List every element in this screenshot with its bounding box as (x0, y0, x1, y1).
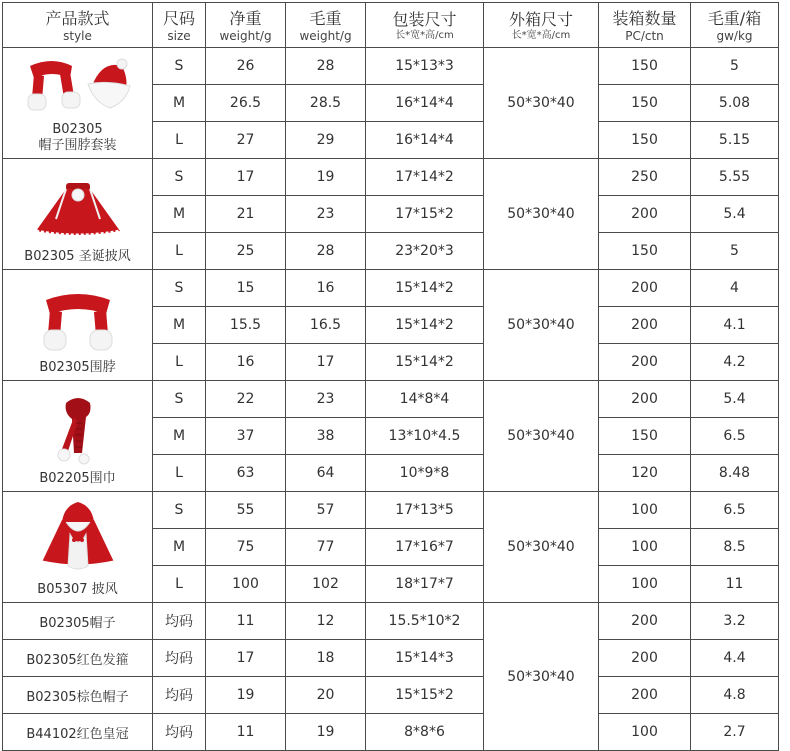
header-carton-qty (599, 3, 691, 48)
table-row (3, 677, 779, 714)
size-cell: S (153, 159, 206, 196)
net-weight-cell: 16 (206, 344, 286, 381)
carton-size-cell: 50*30*40 (484, 270, 599, 381)
gross-weight-cell: 17 (286, 344, 366, 381)
product-name: 帽子围脖套装 (38, 138, 117, 153)
header-row (3, 3, 779, 48)
pack-size-cell: 15*14*2 (366, 307, 484, 344)
net-weight-cell: 75 (206, 529, 286, 566)
pack-size-cell: 18*17*7 (366, 566, 484, 603)
header-net-zh: 净重 (229, 8, 262, 28)
net-weight-cell: 26 (206, 48, 286, 85)
product-spec-table (2, 2, 779, 751)
carton-qty-cell: 200 (599, 677, 691, 714)
christmas-cape-icon (30, 179, 126, 247)
carton-gw-cell: 11 (691, 566, 779, 603)
carton-gw-cell: 4.8 (691, 677, 779, 714)
size-cell: M (153, 85, 206, 122)
gross-weight-cell: 28.5 (286, 85, 366, 122)
header-qty-zh: 装箱数量 (612, 8, 677, 28)
header-size (153, 3, 206, 48)
header-pack-zh: 包装尺寸 (392, 9, 457, 29)
carton-gw-cell: 4.1 (691, 307, 779, 344)
carton-gw-cell: 4.2 (691, 344, 779, 381)
net-weight-cell: 22 (206, 381, 286, 418)
pack-size-cell: 16*14*4 (366, 85, 484, 122)
net-weight-cell: 15 (206, 270, 286, 307)
gross-weight-cell: 16 (286, 270, 366, 307)
carton-gw-cell: 6.5 (691, 492, 779, 529)
carton-size-cell: 50*30*40 (484, 159, 599, 270)
net-weight-cell: 100 (206, 566, 286, 603)
product-style-cell (3, 159, 153, 270)
table-row (3, 381, 779, 418)
header-carton-size (484, 3, 599, 48)
header-gross-zh: 毛重 (309, 8, 342, 28)
product-code: B05307 披风 (37, 582, 118, 597)
neck-scarf-icon (36, 290, 120, 358)
size-cell: S (153, 492, 206, 529)
product-style-cell: B02305帽子 (3, 603, 153, 640)
gross-weight-cell: 77 (286, 529, 366, 566)
carton-qty-cell: 100 (599, 492, 691, 529)
carton-qty-cell: 150 (599, 418, 691, 455)
table-row (3, 159, 779, 196)
size-cell: M (153, 529, 206, 566)
size-cell: L (153, 122, 206, 159)
pack-size-cell: 15*14*2 (366, 344, 484, 381)
pack-size-cell: 17*15*2 (366, 196, 484, 233)
product-style-cell (3, 270, 153, 381)
net-weight-cell: 63 (206, 455, 286, 492)
product-style-content (3, 492, 152, 602)
size-cell: L (153, 455, 206, 492)
pack-size-cell: 16*14*4 (366, 122, 484, 159)
size-cell: 均码 (153, 714, 206, 751)
carton-gw-cell: 5 (691, 233, 779, 270)
size-cell: L (153, 566, 206, 603)
carton-gw-cell: 8.5 (691, 529, 779, 566)
header-pack-en: 长*宽*高/cm (395, 29, 454, 41)
carton-size-cell: 50*30*40 (484, 603, 599, 751)
product-code: B02305 圣诞披风 (24, 249, 131, 264)
carton-gw-cell: 5.55 (691, 159, 779, 196)
size-cell: M (153, 418, 206, 455)
size-cell: S (153, 381, 206, 418)
header-pack-size (366, 3, 484, 48)
header-carton-zh: 外箱尺寸 (508, 9, 573, 29)
pack-size-cell: 17*14*2 (366, 159, 484, 196)
table-row (3, 492, 779, 529)
carton-qty-cell: 250 (599, 159, 691, 196)
header-qty-en: PC/ctn (625, 28, 664, 43)
product-style-cell (3, 48, 153, 159)
net-weight-cell: 55 (206, 492, 286, 529)
header-carton-en: 长*宽*高/cm (511, 29, 571, 41)
net-weight-cell: 21 (206, 196, 286, 233)
carton-qty-cell: 200 (599, 381, 691, 418)
gross-weight-cell: 23 (286, 381, 366, 418)
pack-size-cell: 15.5*10*2 (366, 603, 484, 640)
gross-weight-cell: 18 (286, 640, 366, 677)
carton-qty-cell: 200 (599, 270, 691, 307)
carton-qty-cell: 100 (599, 566, 691, 603)
gross-weight-cell: 102 (286, 566, 366, 603)
carton-qty-cell: 150 (599, 233, 691, 270)
carton-qty-cell: 200 (599, 196, 691, 233)
size-cell: 均码 (153, 603, 206, 640)
carton-gw-cell: 5.08 (691, 85, 779, 122)
header-size-zh: 尺码 (162, 8, 195, 28)
carton-qty-cell: 120 (599, 455, 691, 492)
carton-gw-cell: 5 (691, 48, 779, 85)
carton-qty-cell: 200 (599, 307, 691, 344)
header-size-en: size (167, 28, 191, 43)
size-cell: 均码 (153, 640, 206, 677)
net-weight-cell: 25 (206, 233, 286, 270)
net-weight-cell: 37 (206, 418, 286, 455)
product-style-content (3, 159, 152, 269)
carton-qty-cell: 200 (599, 603, 691, 640)
carton-size-cell: 50*30*40 (484, 48, 599, 159)
pack-size-cell: 10*9*8 (366, 455, 484, 492)
header-net-weight (206, 3, 286, 48)
carton-qty-cell: 150 (599, 122, 691, 159)
pack-size-cell: 15*14*2 (366, 270, 484, 307)
pack-size-cell: 17*16*7 (366, 529, 484, 566)
carton-qty-cell: 100 (599, 529, 691, 566)
product-style-cell (3, 492, 153, 603)
header-gw-zh: 毛重/箱 (707, 8, 762, 28)
carton-size-cell: 50*30*40 (484, 381, 599, 492)
carton-gw-cell: 8.48 (691, 455, 779, 492)
carton-gw-cell: 5.4 (691, 196, 779, 233)
carton-gw-cell: 4 (691, 270, 779, 307)
knit-scarf-icon (48, 393, 108, 469)
hooded-cloak-icon (36, 500, 120, 580)
pack-size-cell: 15*15*2 (366, 677, 484, 714)
gross-weight-cell: 12 (286, 603, 366, 640)
product-style-cell: B02305红色发箍 (3, 640, 153, 677)
product-code: B02305围脖 (39, 360, 116, 375)
net-weight-cell: 26.5 (206, 85, 286, 122)
gross-weight-cell: 28 (286, 48, 366, 85)
gross-weight-cell: 20 (286, 677, 366, 714)
hat-scarf-set-icon (22, 56, 134, 120)
gross-weight-cell: 57 (286, 492, 366, 529)
header-gw-en: gw/kg (716, 28, 753, 43)
gross-weight-cell: 19 (286, 714, 366, 751)
carton-qty-cell: 100 (599, 714, 691, 751)
size-cell: L (153, 344, 206, 381)
table-row (3, 603, 779, 640)
product-style-content (3, 48, 152, 158)
carton-gw-cell: 5.15 (691, 122, 779, 159)
pack-size-cell: 17*13*5 (366, 492, 484, 529)
pack-size-cell: 8*8*6 (366, 714, 484, 751)
net-weight-cell: 19 (206, 677, 286, 714)
net-weight-cell: 11 (206, 603, 286, 640)
carton-qty-cell: 150 (599, 85, 691, 122)
table-row (3, 270, 779, 307)
product-style-content (3, 270, 152, 380)
pack-size-cell: 15*13*3 (366, 48, 484, 85)
gross-weight-cell: 29 (286, 122, 366, 159)
size-cell: S (153, 270, 206, 307)
carton-gw-cell: 4.4 (691, 640, 779, 677)
pack-size-cell: 23*20*3 (366, 233, 484, 270)
carton-gw-cell: 3.2 (691, 603, 779, 640)
product-style-cell: B44102红色皇冠 (3, 714, 153, 751)
header-gross-weight (286, 3, 366, 48)
product-style-cell (3, 381, 153, 492)
net-weight-cell: 11 (206, 714, 286, 751)
net-weight-cell: 17 (206, 159, 286, 196)
carton-gw-cell: 5.4 (691, 381, 779, 418)
carton-size-cell: 50*30*40 (484, 492, 599, 603)
header-gross-en: weight/g (299, 28, 352, 43)
carton-gw-cell: 2.7 (691, 714, 779, 751)
gross-weight-cell: 38 (286, 418, 366, 455)
carton-qty-cell: 200 (599, 344, 691, 381)
pack-size-cell: 13*10*4.5 (366, 418, 484, 455)
gross-weight-cell: 19 (286, 159, 366, 196)
gross-weight-cell: 16.5 (286, 307, 366, 344)
size-cell: M (153, 307, 206, 344)
size-cell: M (153, 196, 206, 233)
product-style-content (3, 381, 152, 491)
table-row (3, 640, 779, 677)
gross-weight-cell: 64 (286, 455, 366, 492)
header-net-en: weight/g (219, 28, 272, 43)
header-style-en: style (63, 28, 92, 43)
header-carton-gw (691, 3, 779, 48)
pack-size-cell: 15*14*3 (366, 640, 484, 677)
net-weight-cell: 27 (206, 122, 286, 159)
table-row (3, 714, 779, 751)
product-code: B02205围巾 (39, 471, 116, 486)
size-cell: 均码 (153, 677, 206, 714)
carton-qty-cell: 200 (599, 640, 691, 677)
table-body (3, 48, 779, 751)
net-weight-cell: 15.5 (206, 307, 286, 344)
gross-weight-cell: 28 (286, 233, 366, 270)
header-style (3, 3, 153, 48)
carton-qty-cell: 150 (599, 48, 691, 85)
table-row (3, 48, 779, 85)
size-cell: L (153, 233, 206, 270)
header-style-zh: 产品款式 (45, 8, 110, 28)
product-code: B02305 (52, 122, 103, 137)
net-weight-cell: 17 (206, 640, 286, 677)
gross-weight-cell: 23 (286, 196, 366, 233)
size-cell: S (153, 48, 206, 85)
pack-size-cell: 14*8*4 (366, 381, 484, 418)
carton-gw-cell: 6.5 (691, 418, 779, 455)
product-style-cell: B02305棕色帽子 (3, 677, 153, 714)
